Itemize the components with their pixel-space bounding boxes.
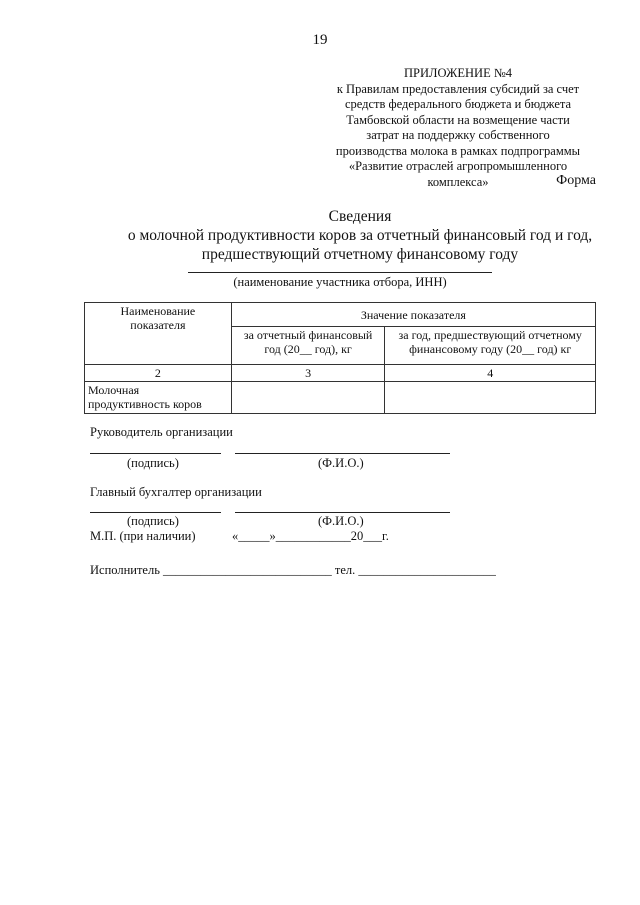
appendix-line: к Правилам предоставления субсидий за счет (336, 81, 580, 96)
appendix-line: «Развитие отраслей агропромышленного (348, 159, 568, 173)
header-text: за год, предшествующий отчетному (398, 328, 582, 342)
header-indicator-name (85, 303, 232, 365)
executor-line[interactable]: Исполнитель ___________________________ тел. ______________________ (90, 563, 496, 577)
value-cell-reporting-year[interactable] (231, 382, 385, 414)
head-fio-line[interactable] (235, 453, 450, 454)
accountant-fio-line[interactable] (235, 512, 450, 513)
appendix-line: производства молока в рамках подпрограммы (335, 143, 581, 158)
accountant-signature-line[interactable] (90, 512, 221, 513)
row-label-milk-productivity (85, 382, 232, 414)
date-line[interactable]: «_____»____________20___г. (232, 529, 389, 543)
header-previous-year (385, 327, 596, 365)
accountant-title: Главный бухгалтер организации (90, 485, 262, 499)
header-text: финансовому году (20__ год) кг (409, 342, 572, 356)
head-fio-caption: (Ф.И.О.) (318, 456, 364, 470)
header-text: за отчетный финансовый (243, 328, 373, 342)
header-text: Наименование (120, 304, 196, 318)
accountant-sign-caption: (подпись) (127, 514, 179, 528)
document-heading (0, 207, 640, 264)
appendix-line: затрат на поддержку собственного (366, 128, 550, 142)
form-label: Форма (556, 173, 596, 188)
row-label-text: продуктивность коров (88, 397, 202, 411)
header-text: показателя (130, 318, 186, 332)
head-title: Руководитель организации (90, 425, 233, 439)
header-text: год (20__ год), кг (264, 342, 352, 356)
heading-line: Сведения (328, 208, 392, 225)
productivity-table (84, 302, 596, 414)
participant-name-line[interactable] (188, 272, 492, 273)
column-number: 4 (385, 365, 596, 382)
heading-line: о молочной продуктивности коров за отчетный финансовый год и год, (127, 227, 593, 244)
appendix-line: Тамбовской области на возмещение части (346, 112, 570, 127)
row-label-text: Молочная (88, 383, 140, 397)
appendix-block (316, 66, 600, 190)
column-number: 3 (231, 365, 385, 382)
appendix-line: комплекса» (427, 174, 489, 189)
accountant-fio-caption: (Ф.И.О.) (318, 514, 364, 528)
value-cell-previous-year[interactable] (385, 382, 596, 414)
head-signature-line[interactable] (90, 453, 221, 454)
appendix-title: ПРИЛОЖЕНИЕ №4 (403, 66, 513, 80)
page-number: 19 (312, 32, 328, 48)
column-number: 2 (85, 365, 232, 382)
header-indicator-value: Значение показателя (231, 303, 595, 327)
appendix-line: средств федерального бюджета и бюджета (344, 97, 572, 111)
mp-label: М.П. (при наличии) (90, 529, 196, 543)
participant-caption: (наименование участника отбора, ИНН) (233, 275, 447, 289)
header-reporting-year (231, 327, 385, 365)
head-sign-caption: (подпись) (127, 456, 179, 470)
heading-line: предшествующий отчетному финансовому году (201, 246, 519, 263)
